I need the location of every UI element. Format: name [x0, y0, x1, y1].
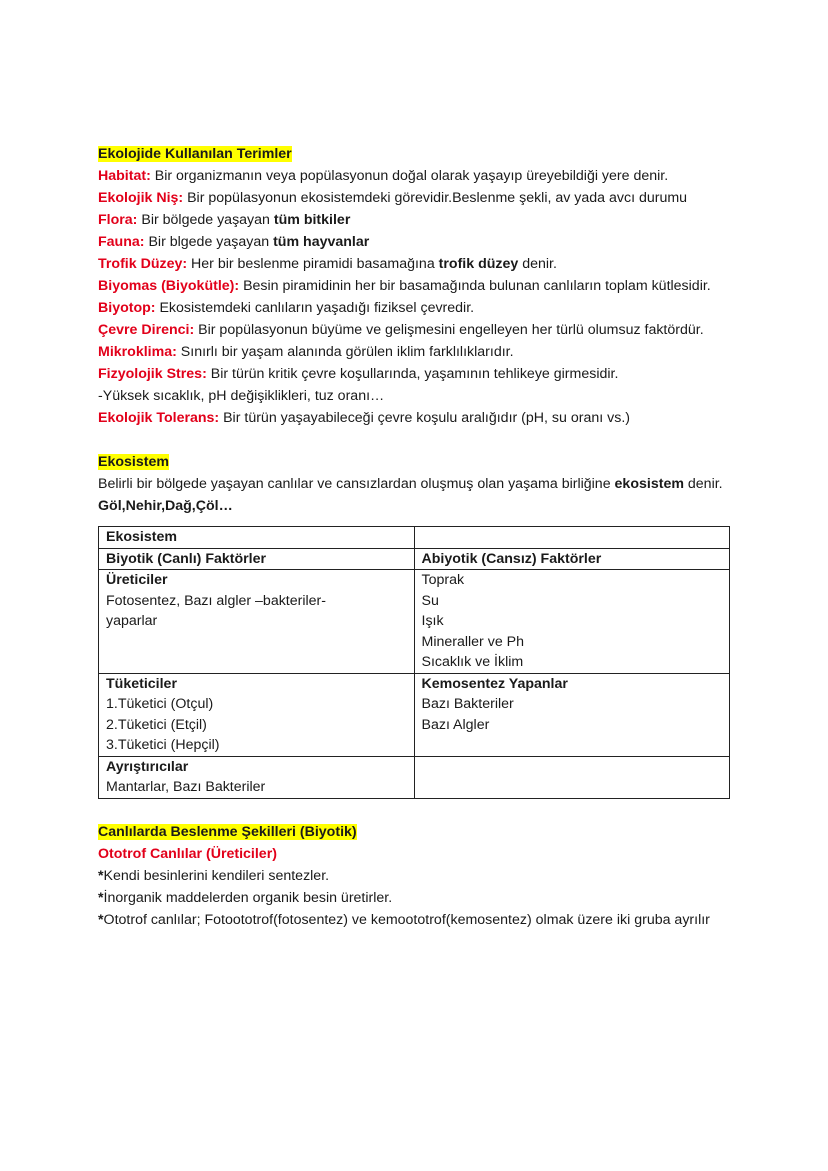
term-label: Ekolojik Niş: — [98, 190, 184, 206]
table-cell — [99, 673, 415, 756]
term-emphasis: tüm bitkiler — [273, 212, 351, 228]
table-cell — [99, 548, 415, 570]
term-biotope — [98, 297, 738, 319]
decomposers-text: Mantarlar, Bazı Bakteriler — [106, 779, 266, 795]
terms-heading-line — [98, 143, 738, 165]
table-cell — [414, 756, 730, 798]
term-label: Mikroklima: — [98, 344, 177, 360]
term-physiological-stress — [98, 363, 738, 385]
abiotic-item: Su — [421, 592, 439, 609]
abiotic-header: Abiyotik (Cansız) Faktörler — [421, 550, 602, 567]
term-label: Flora: — [98, 212, 138, 228]
bullet-item — [98, 887, 738, 909]
term-label: Habitat: — [98, 168, 151, 184]
term-label: Fauna: — [98, 234, 145, 250]
abiotic-item: Işık — [421, 613, 444, 629]
table-cell — [414, 548, 730, 570]
autotroph-subheading-line — [98, 843, 738, 865]
term-definition: Bir popülasyonun ekosistemdeki görevidir.Beslenme şekli, av yada avcı durumu — [183, 190, 688, 206]
section-spacer — [98, 429, 738, 451]
nutrition-heading: Canlılarda Beslenme Şekilleri (Biyotik) — [98, 823, 357, 840]
table-row — [99, 527, 730, 549]
ecosystem-text-after: denir. — [683, 476, 723, 492]
term-emphasis: trofik düzey — [438, 256, 519, 272]
table-cell — [99, 756, 415, 798]
consumers-title: Tüketiciler — [106, 675, 177, 692]
biotic-header: Biyotik (Canlı) Faktörler — [106, 550, 267, 567]
table-cell — [99, 527, 415, 549]
term-label: Çevre Direnci: — [98, 322, 195, 338]
term-label: Biyotop: — [98, 300, 156, 316]
decomposers-title: Ayrıştırıcılar — [106, 758, 189, 775]
abiotic-item: Toprak — [421, 572, 465, 588]
term-microclimate — [98, 341, 738, 363]
bullet-mark: * — [98, 889, 104, 906]
term-definition: Sınırlı bir yaşam alanında görülen iklim farklılıklarıdır. — [176, 344, 514, 360]
table-cell — [414, 570, 730, 674]
consumer-item: 1.Tüketici (Otçul) — [106, 696, 214, 712]
ecosystem-heading: Ekosistem — [98, 454, 169, 470]
producers-text: Fotosentez, Bazı algler –bakteriler- yaparlar — [106, 592, 327, 629]
term-definition: Ekosistemdeki canlıların yaşadığı fiziksel çevredir. — [155, 300, 475, 316]
bullet-text: Kendi besinlerini kendileri sentezler. — [103, 867, 330, 884]
section-spacer — [98, 809, 738, 821]
table-row — [99, 548, 730, 570]
bullet-text: İnorganik maddelerden organik besin üretirler. — [103, 889, 393, 906]
chemosynthesis-title: Kemosentez Yapanlar — [421, 675, 568, 692]
consumer-item: 3.Tüketici (Hepçil) — [106, 737, 220, 753]
term-definition: Bir blgede yaşayan — [144, 234, 274, 250]
term-label: Ekolojik Tolerans: — [98, 410, 220, 426]
term-flora — [98, 209, 738, 231]
term-label: Fizyolojik Stres: — [98, 366, 207, 382]
term-fauna — [98, 231, 738, 253]
term-trophic-level — [98, 253, 738, 275]
stress-note: -Yüksek sıcaklık, pH değişiklikleri, tuz oranı… — [98, 388, 385, 404]
producers-title: Üreticiler — [106, 572, 168, 588]
bullet-mark: * — [98, 911, 104, 928]
term-label: Biyomas (Biyokütle): — [98, 278, 240, 294]
bullet-text: Ototrof canlılar; Fotoototrof(fotosentez) ve kemoototrof(kemosentez) olmak üzere iki gruba ayrılır — [103, 911, 710, 928]
table-cell — [414, 673, 730, 756]
table-title: Ekosistem — [106, 529, 177, 545]
term-definition-tail: denir. — [518, 256, 557, 272]
term-definition: Bir türün yaşayabileceği çevre koşulu aralığıdır (pH, su oranı vs.) — [219, 410, 630, 426]
ecosystem-examples: Göl,Nehir,Dağ,Çöl… — [98, 498, 233, 514]
bullet-item — [98, 865, 738, 887]
bullet-mark: * — [98, 867, 104, 884]
term-definition: Bir bölgede yaşayan — [137, 212, 274, 228]
term-biomass — [98, 275, 738, 297]
nutrition-heading-line — [98, 821, 738, 843]
term-environmental-resistance — [98, 319, 738, 341]
term-ecological-niche — [98, 187, 738, 209]
abiotic-item: Sıcaklık ve İklim — [421, 654, 524, 670]
table-row — [99, 756, 730, 798]
term-emphasis: tüm hayvanlar — [273, 234, 370, 250]
term-definition: Her bir beslenme piramidi basamağına — [187, 256, 439, 272]
term-definition: Besin piramidinin her bir basamağında bulunan canlıların toplam kütlesidir. — [239, 278, 711, 294]
term-definition: Bir türün kritik çevre koşullarında, yaşamının tehlikeye girmesidir. — [206, 366, 619, 382]
abiotic-item: Mineraller ve Ph — [421, 633, 525, 650]
ecosystem-table — [98, 526, 730, 799]
autotroph-subheading: Ototrof Canlılar (Üreticiler) — [98, 845, 277, 862]
term-label: Trofik Düzey: — [98, 256, 188, 272]
chemosynthesis-item: Bazı Algler — [421, 716, 490, 733]
term-definition: Bir popülasyonun büyüme ve gelişmesini engelleyen her türlü olumsuz faktördür. — [194, 322, 704, 338]
term-definition: Bir organizmanın veya popülasyonun doğal olarak yaşayıp üreyebildiği yere denir. — [150, 168, 669, 184]
document-content — [98, 143, 738, 931]
ecosystem-text: Belirli bir bölgede yaşayan canlılar ve cansızlardan oluşmuş olan yaşama birliğine — [98, 476, 615, 492]
table-cell — [99, 570, 415, 674]
chemosynthesis-item: Bazı Bakteriler — [421, 696, 514, 712]
ecosystem-definition — [98, 473, 738, 517]
consumer-item: 2.Tüketici (Etçil) — [106, 716, 207, 733]
ecosystem-bold-word: ekosistem — [614, 476, 684, 492]
terms-heading: Ekolojide Kullanılan Terimler — [98, 146, 292, 162]
table-cell — [414, 527, 730, 549]
bullet-item — [98, 909, 738, 931]
term-habitat — [98, 165, 738, 187]
table-row — [99, 570, 730, 674]
table-row — [99, 673, 730, 756]
ecosystem-heading-line — [98, 451, 738, 473]
term-ecological-tolerance — [98, 407, 738, 429]
